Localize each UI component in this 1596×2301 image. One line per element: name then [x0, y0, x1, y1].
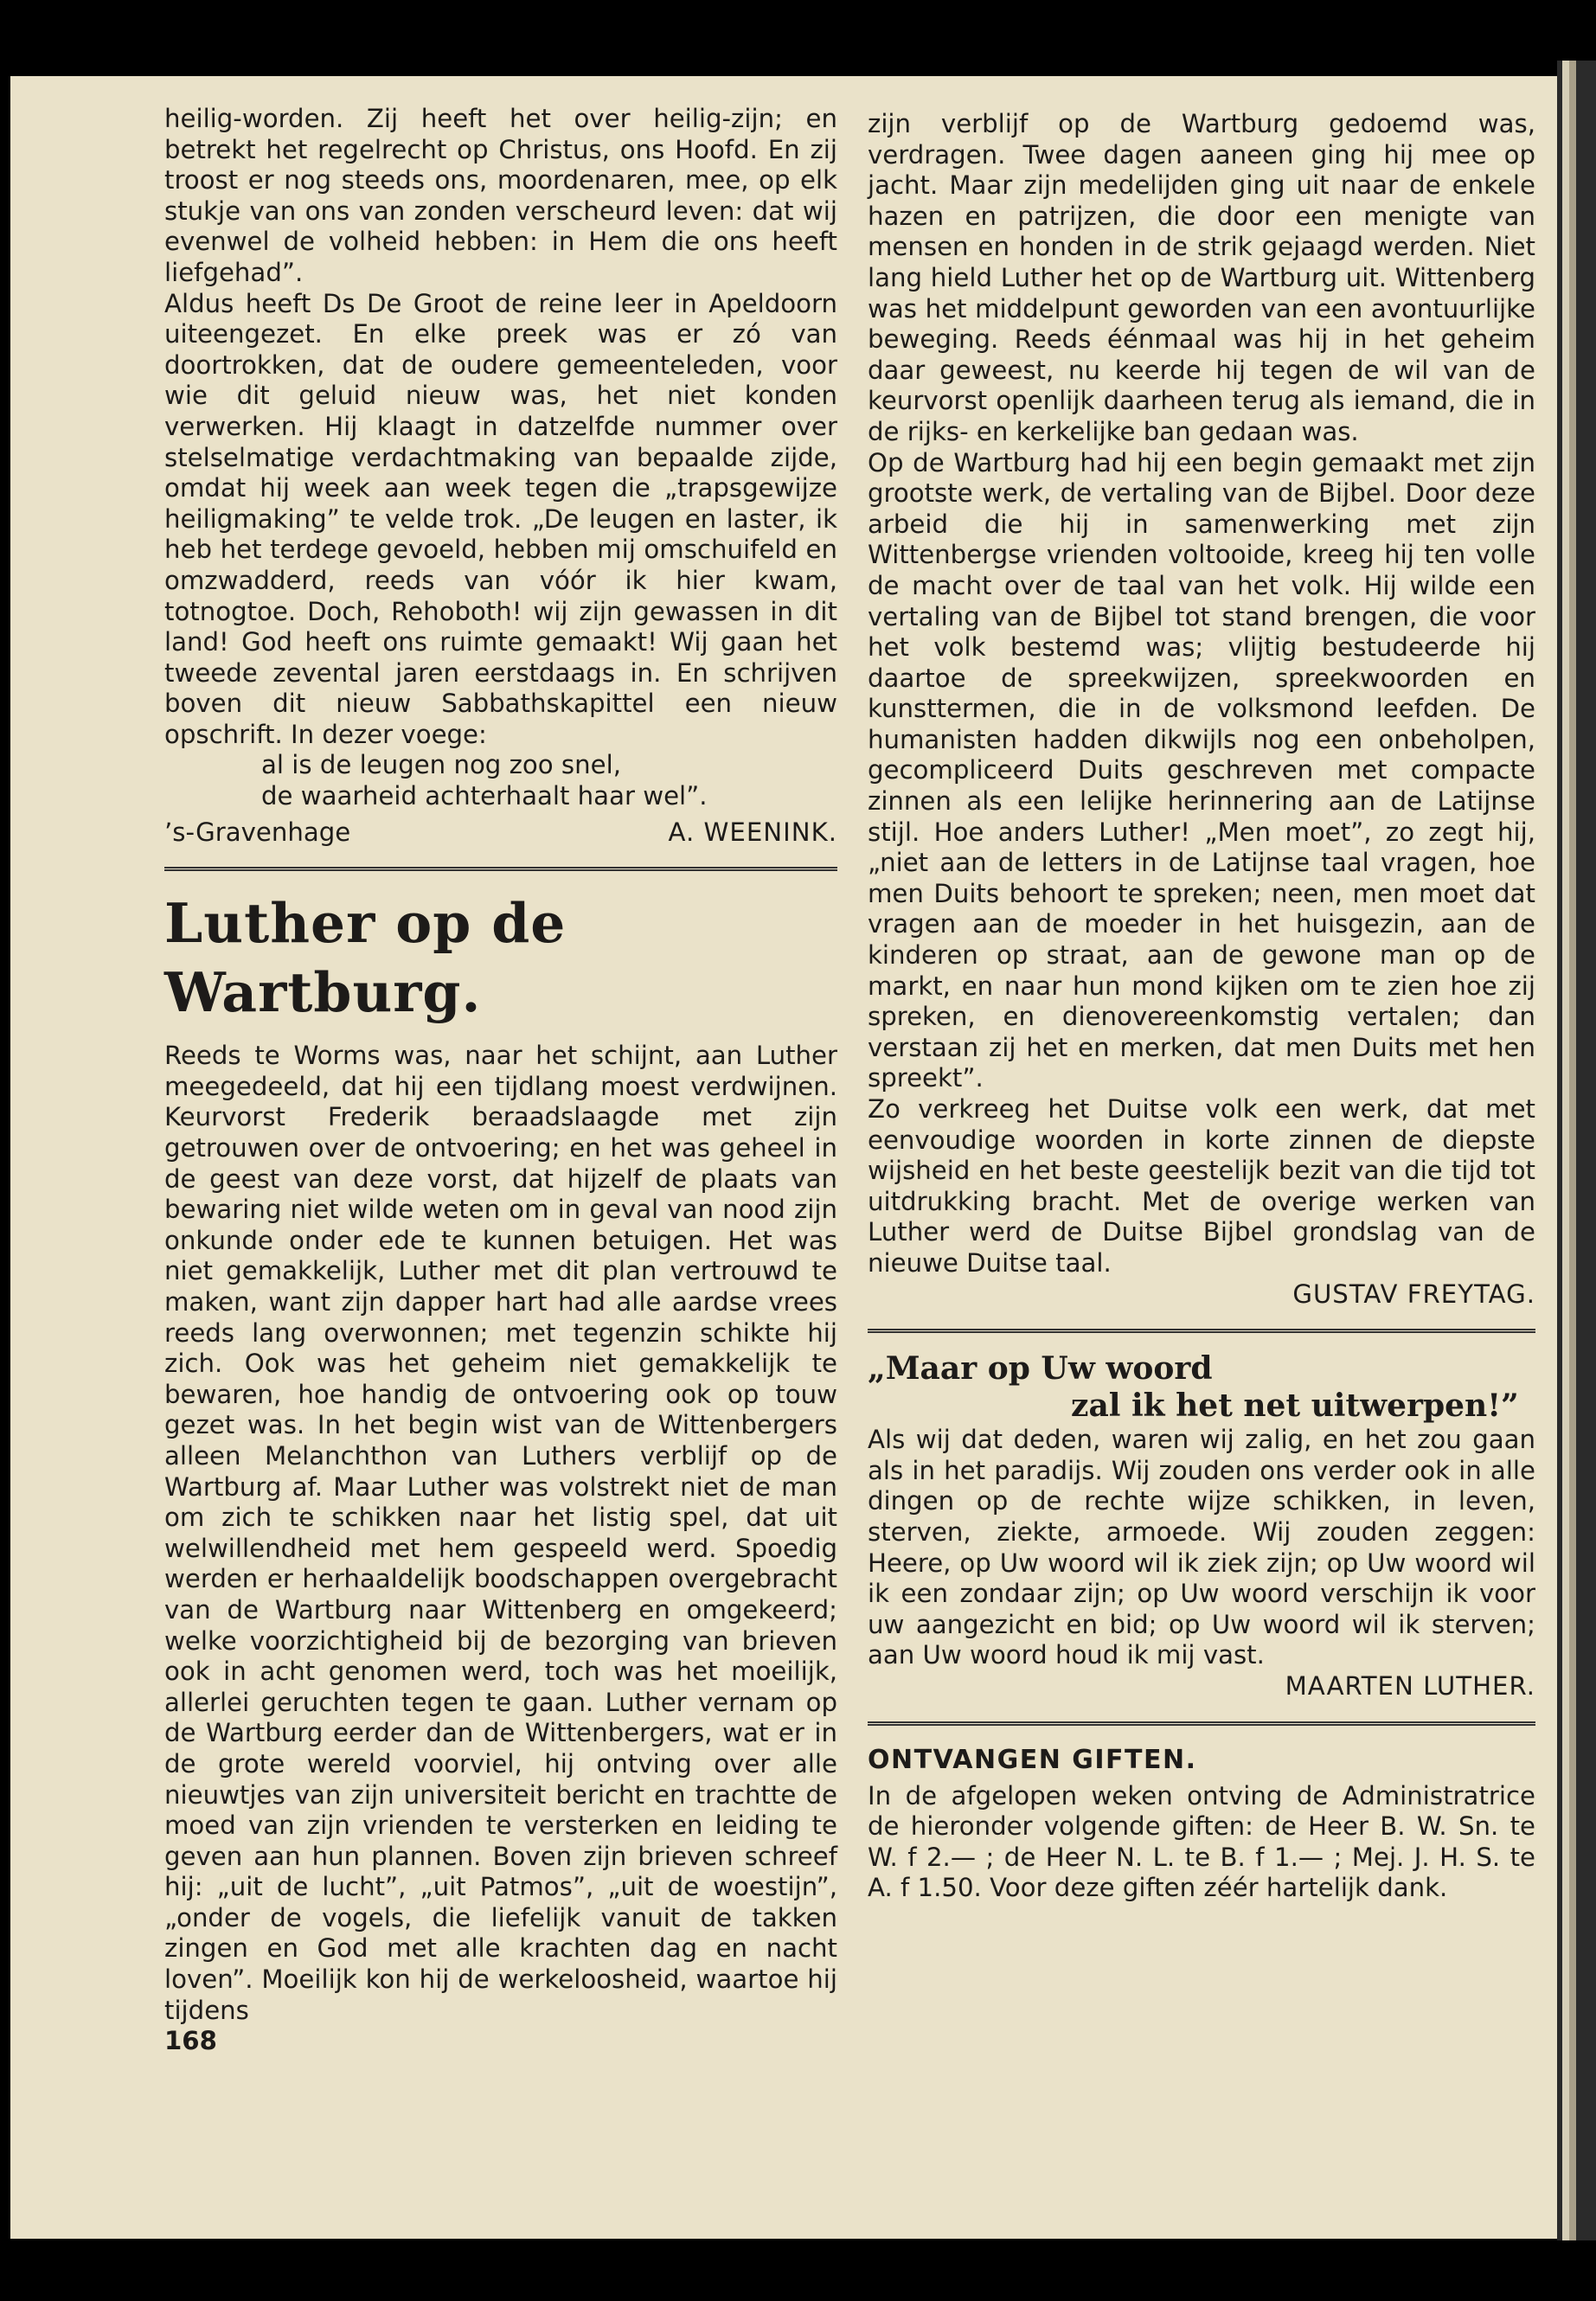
right-column [868, 109, 1535, 1904]
article2-paragraph-1: zijn verblijf op de Wartburg gedoemd was, verdragen. Twee dagen aaneen ging hij mee op jacht. Maar zijn medelijden ging uit naar de enkele hazen en patrijzen, die door een menigte van mensen en honden in de strik gejaagd werden. Niet lang hield Luther het op de Wartburg uit. Wittenberg was het middelpunt geworden van een avontuurlijke beweging. Reeds éénmaal was hij in het geheim daar geweest, nu keerde hij tegen de wil van de keurvorst openlijk daarheen terug als iemand, die in de rijks- en kerkelijke ban gedaan was. [868, 109, 1535, 446]
article3-title [868, 1350, 1535, 1425]
book-binding-edge [1557, 61, 1596, 2240]
article2-paragraph-2: Op de Wartburg had hij een begin gemaakt met zijn grootste werk, de vertaling van de Bijbel. Door deze arbeid die hij in samenwerking met zijn Wittenbergse vrienden voltooide, kreeg hij ten volle de macht over de taal van het volk. Hij wilde een vertaling van de Bijbel tot stand brengen, die voor het volk bestemd was; vlijtig bestudeerde hij daartoe de spreekwijzen, spreekwoorden en kunsttermen, die in de volksmond leefden. De humanisten hadden dikwijls nog een onbeholpen, gecompliceerd Duits geschreven met compacte zinnen als een lelijke herinnering aan de Latijnse stijl. Hoe anders Luther! „Men moet”, zo zegt hij, „niet aan de letters in de Latijnse taal vragen, hoe men Duits behoort te spreken; neen, men moet dat vragen aan de moeder in het huisgezin, aan de kinderen op straat, aan de gewone man op de markt, en naar hun mond kijken om te zien hoe zij spreken, en dienovereenkomstig vertalen; dan verstaan zij het en merken, dat men Duits met hen spreekt”. [868, 447, 1535, 1093]
article2-author: GUSTAV FREYTAG. [1292, 1279, 1535, 1309]
article3-paragraph: Als wij dat deden, waren wij zalig, en het zou gaan als in het paradijs. Wij zouden ons verder ook in alle dingen op de rechte wijze schikken, in leven, sterven, ziekte, armoede. Wij zouden zeggen: Heere, op Uw woord wil ik ziek zijn; op Uw woord wil ik een zondaar zijn; op Uw woord verschijn ik voor uw aangezicht en bid; op Uw woord wil ik sterven; aan Uw woord houd ik mij vast. [868, 1425, 1535, 1670]
article2-paragraph-left: Reeds te Worms was, naar het schijnt, aan Luther meegedeeld, dat hij een tijdlang moest verdwijnen. Keurvorst Frederik beraadslaagde met zijn getrouwen over de ontvoering; en het was geheel in de geest van deze vorst, dat hijzelf de plaats van bewaring niet wilde weten om in geval van nood zijn onkunde onder ede te kunnen betuigen. Het was niet gemakkelijk, Luther met dit plan vertrouwd te maken, want zijn dapper hart had alle aardse vrees reeds lang overwonnen; met tegenzin schikte hij zich. Ook was het geheim niet gemakkelijk te bewaren, hoe handig de ontvoering ook op touw gezet was. In het begin wist van de Wittenbergers alleen Melanchthon van Luthers verblijf op de Wartburg af. Maar Luther was volstrekt niet de man om zich te schikken naar het listig spel, dat uit welwillendheid met hem gespeeld werd. Spoedig werden er herhaaldelijk boodschappen overgebracht van de Wartburg naar Wittenberg en omgekeerd; welke voorzichtigheid bij de bezorging van brieven ook in acht genomen werd, toch was het moeilijk, allerlei geruchten tegen te gaan. Luther vernam op de Wartburg eerder dan de Wittenbergers, wat er in de grote wereld voorviel, hij ontving over alle nieuwtjes van zijn universiteit bericht en trachtte de moed van zijn vrienden te versterken en leiding te geven aan hun plannen. Boven zijn brieven schreef hij: „uit de lucht”, „uit Patmos”, „uit de woestijn”, „onder de vogels, die liefelijk vanuit de takken zingen en God met alle krachten dag en nacht loven”. Moeilijk kon hij de werkeloosheid, waartoe hij tijdens [164, 1041, 837, 2025]
article4-title: ONTVANGEN GIFTEN. [868, 1744, 1197, 1775]
left-column [164, 104, 837, 2057]
section-divider [868, 1721, 1535, 1726]
article1-place: ’s-Gravenhage [164, 817, 351, 847]
article3-author: MAARTEN LUTHER. [1285, 1670, 1535, 1701]
section-divider [164, 867, 837, 871]
poem-line-2: de waarheid achterhaalt haar wel”. [261, 781, 708, 811]
article1-signature [164, 817, 837, 849]
article2-title: Luther op de Wartburg. [164, 891, 567, 1025]
article2-paragraph-3: Zo verkreeg het Duitse volk een werk, dat met eenvoudige woorden in korte zinnen de diepste wijsheid en het beste geestelijk bezit van die tijd tot uitdrukking bracht. Met de overige werken van Luther werd de Duitse Bijbel grondslag van de nieuwe Duitse taal. [868, 1094, 1535, 1278]
poem-line-1: al is de leugen nog zoo snel, [261, 750, 621, 780]
article1-author: A. WEENINK. [668, 817, 837, 847]
article1-paragraph-2: Aldus heeft Ds De Groot de reine leer in Apeldoorn uiteengezet. En elke preek was er zó van doortrokken, dat de oudere gemeenteleden, voor wie dit geluid nieuw was, het niet konden verwerken. Hij klaagt in datzelfde nummer over stelselmatige verdachtmaking van bepaalde zijde, omdat hij week aan week tegen die „trapsgewijze heiligmaking” te velde trok. „De leugen en laster, ik heb het terdege gevoeld, hebben mij omschuifeld en omzwadderd, reeds van vóór ik hier kwam, totnogtoe. Doch, Rehoboth! wij zijn gewassen in dit land! God heeft ons ruimte gemaakt! Wij gaan het tweede zevental jaren eerstdaags in. En schrijven boven dit nieuw Sabbathskapittel een nieuw opschrift. In dezer voege: [164, 288, 837, 749]
article3-title-line2: zal ik het net uitwerpen!” [1071, 1388, 1519, 1425]
article4-paragraph: In de afgelopen weken ontving de Administratrice de hieronder volgende giften: de Heer B. W. Sn. te W. f 2.— ; de Heer N. L. te B. f 1.— ; Mej. J. H. S. te A. f 1.50. Voor deze giften zéér hartelijk dank. [868, 1780, 1535, 1903]
page-number: 168 [164, 2026, 217, 2056]
article1-paragraph-1: heilig-worden. Zij heeft het over heilig-zijn; en betrekt het regelrecht op Christus, ons Hoofd. En zij troost er nog steeds ons, moordenaren, mee, op elk stukje van ons van zonden verscheurd leven: dat wij evenwel de volheid hebben: in Hem die ons heeft liefgehad”. [164, 104, 837, 287]
article3-title-line1: „Maar op Uw woord [868, 1350, 1213, 1388]
section-divider [868, 1329, 1535, 1333]
